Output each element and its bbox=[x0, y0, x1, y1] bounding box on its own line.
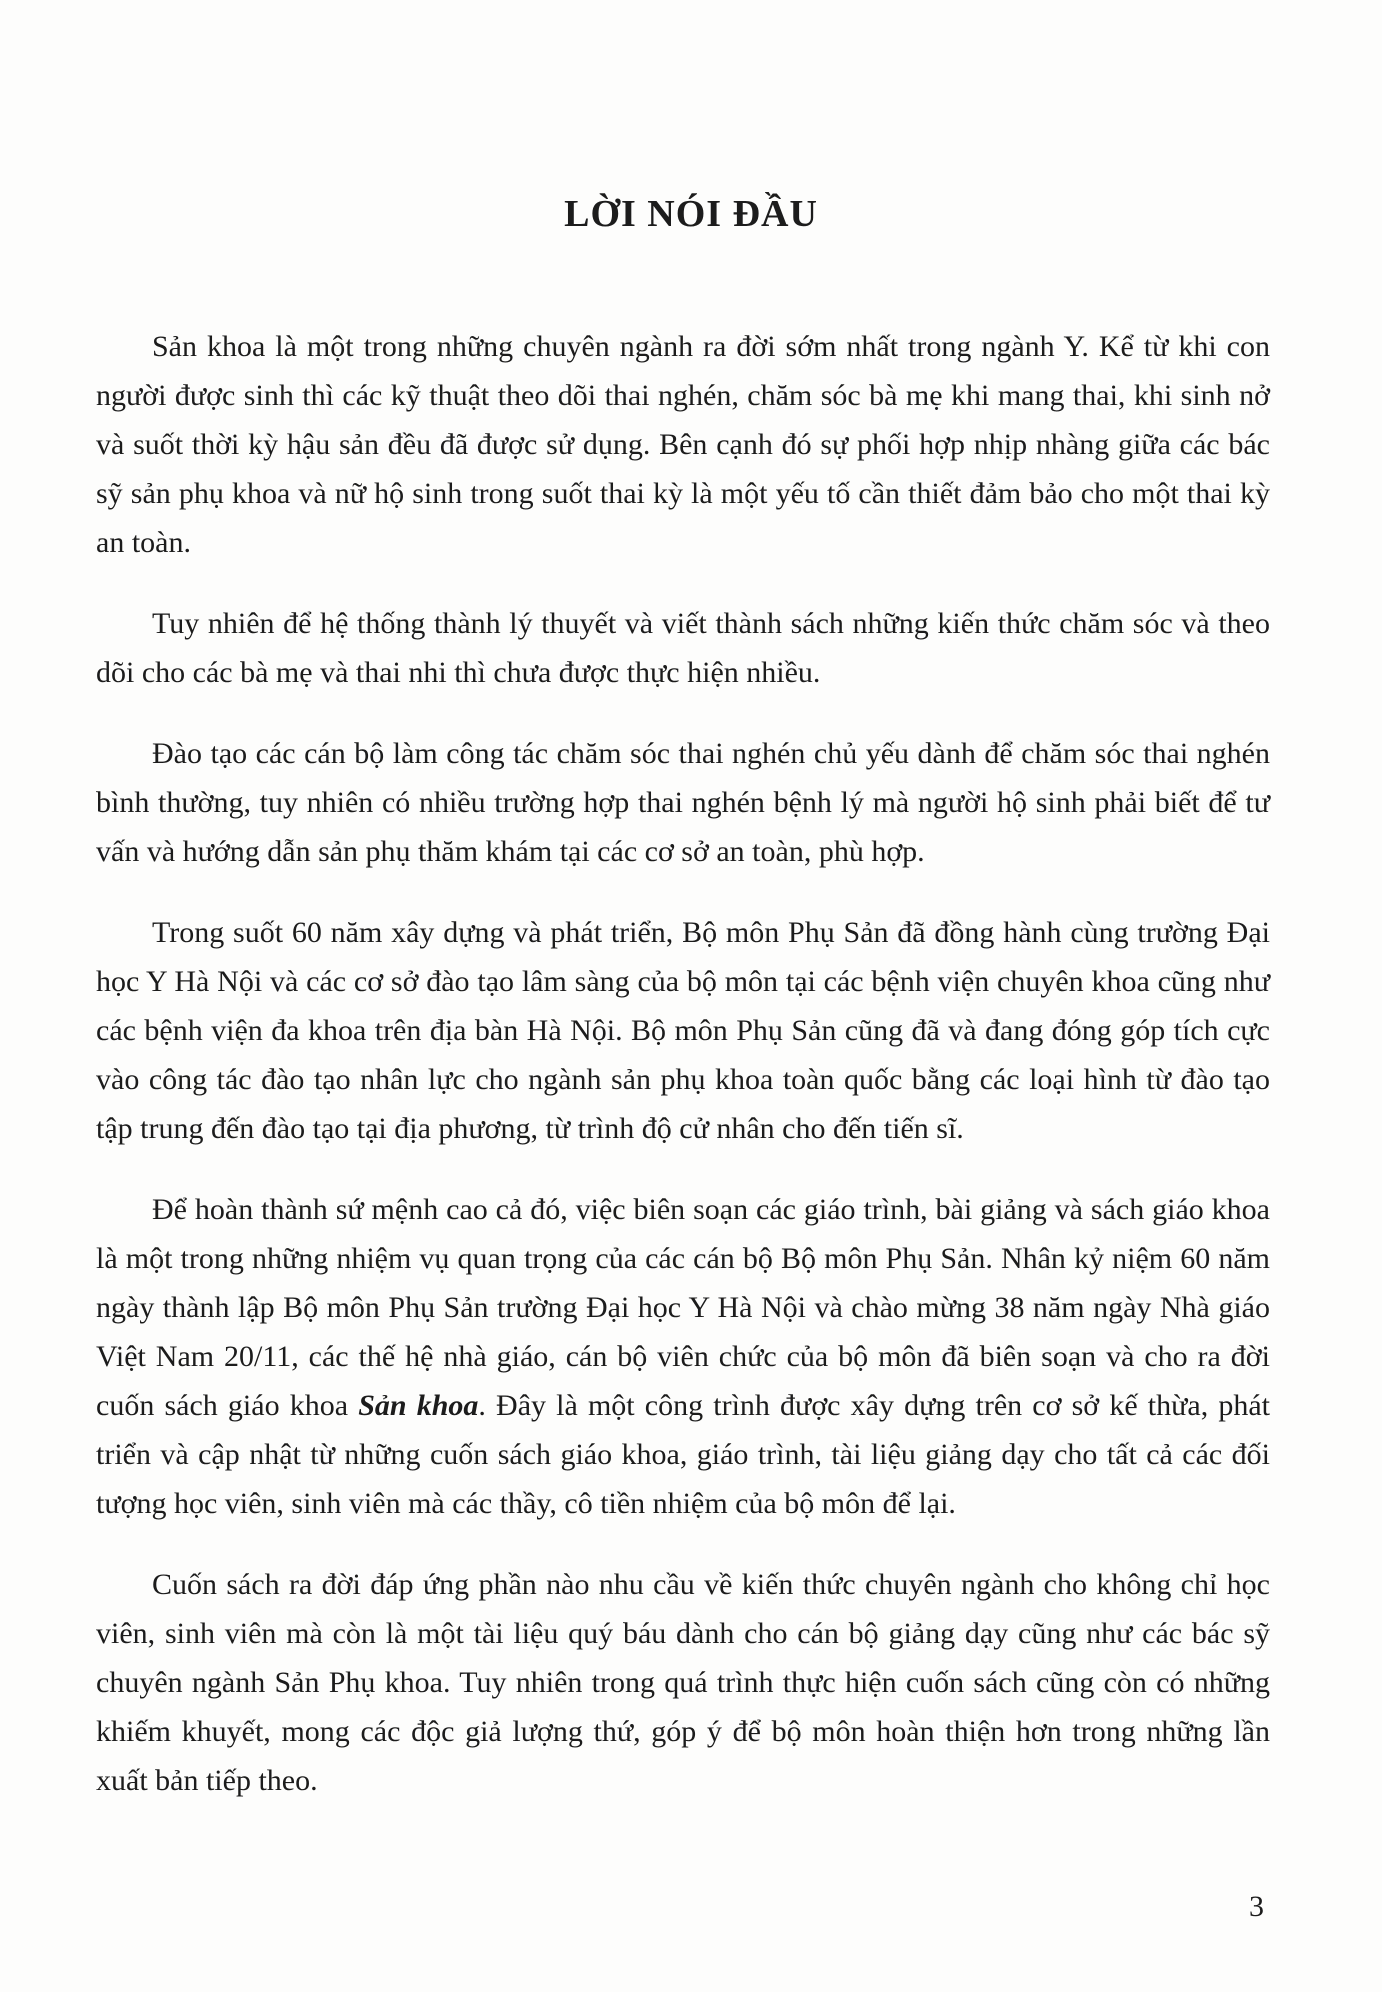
paragraph-2: Tuy nhiên để hệ thống thành lý thuyết và viết thành sách những kiến thức chăm sóc và theo dõi cho các bà mẹ và thai nhi thì chưa được thực hiện nhiều. bbox=[96, 607, 1270, 689]
paragraph-5 bbox=[96, 1185, 1270, 1528]
book-title-emphasis: Sản khoa bbox=[358, 1389, 479, 1422]
page-number: 3 bbox=[1249, 1890, 1264, 1923]
page-title: LỜI NÓI ĐẦU bbox=[564, 193, 818, 235]
paragraph-4: Trong suốt 60 năm xây dựng và phát triển, Bộ môn Phụ Sản đã đồng hành cùng trường Đại học Y Hà Nội và các cơ sở đào tạo lâm sàng của bộ môn tại các bệnh viện chuyên khoa cũng như các bệnh viện đa khoa trên địa bàn Hà Nội. Bộ môn Phụ Sản cũng đã và đang đóng góp tích cực vào công tác đào tạo nhân lực cho ngành sản phụ khoa toàn quốc bằng các loại hình từ đào tạo tập trung đến đào tạo tại địa phương, từ trình độ cử nhân cho đến tiến sĩ. bbox=[96, 916, 1270, 1145]
paragraph-3: Đào tạo các cán bộ làm công tác chăm sóc thai nghén chủ yếu dành để chăm sóc thai nghén bình thường, tuy nhiên có nhiều trường hợp thai nghén bệnh lý mà người hộ sinh phải biết để tư vấn và hướng dẫn sản phụ thăm khám tại các cơ sở an toàn, phù hợp. bbox=[96, 737, 1270, 868]
paragraph-1: Sản khoa là một trong những chuyên ngành ra đời sớm nhất trong ngành Y. Kể từ khi con người được sinh thì các kỹ thuật theo dõi thai nghén, chăm sóc bà mẹ khi mang thai, khi sinh nở và suốt thời kỳ hậu sản đều đã được sử dụng. Bên cạnh đó sự phối hợp nhịp nhàng giữa các bác sỹ sản phụ khoa và nữ hộ sinh trong suốt thai kỳ là một yếu tố cần thiết đảm bảo cho một thai kỳ an toàn. bbox=[96, 330, 1270, 559]
paragraph-5-after: . Đây là một công trình được xây dựng trên cơ sở kế thừa, phát triển và cập nhật từ những cuốn sách giáo khoa, giáo trình, tài liệu giảng dạy cho tất cả các đối tượng học viên, sinh viên mà các thầy, cô tiền nhiệm của bộ môn để lại. bbox=[96, 1389, 1270, 1520]
preface-body bbox=[96, 322, 1270, 1805]
paragraph-5-before: Để hoàn thành sứ mệnh cao cả đó, việc biên soạn các giáo trình, bài giảng và sách giáo khoa là một trong những nhiệm vụ quan trọng của các cán bộ Bộ môn Phụ Sản. Nhân kỷ niệm 60 năm ngày thành lập Bộ môn Phụ Sản trường Đại học Y Hà Nội và chào mừng 38 năm ngày Nhà giáo Việt Nam 20/11, các thế hệ nhà giáo, cán bộ viên chức của bộ môn đã biên soạn và cho ra đời cuốn sách giáo khoa bbox=[96, 1193, 1270, 1422]
paragraph-6: Cuốn sách ra đời đáp ứng phần nào nhu cầu về kiến thức chuyên ngành cho không chỉ học viên, sinh viên mà còn là một tài liệu quý báu dành cho cán bộ giảng dạy cũng như các bác sỹ chuyên ngành Sản Phụ khoa. Tuy nhiên trong quá trình thực hiện cuốn sách cũng còn có những khiếm khuyết, mong các độc giả lượng thứ, góp ý để bộ môn hoàn thiện hơn trong những lần xuất bản tiếp theo. bbox=[96, 1568, 1270, 1797]
